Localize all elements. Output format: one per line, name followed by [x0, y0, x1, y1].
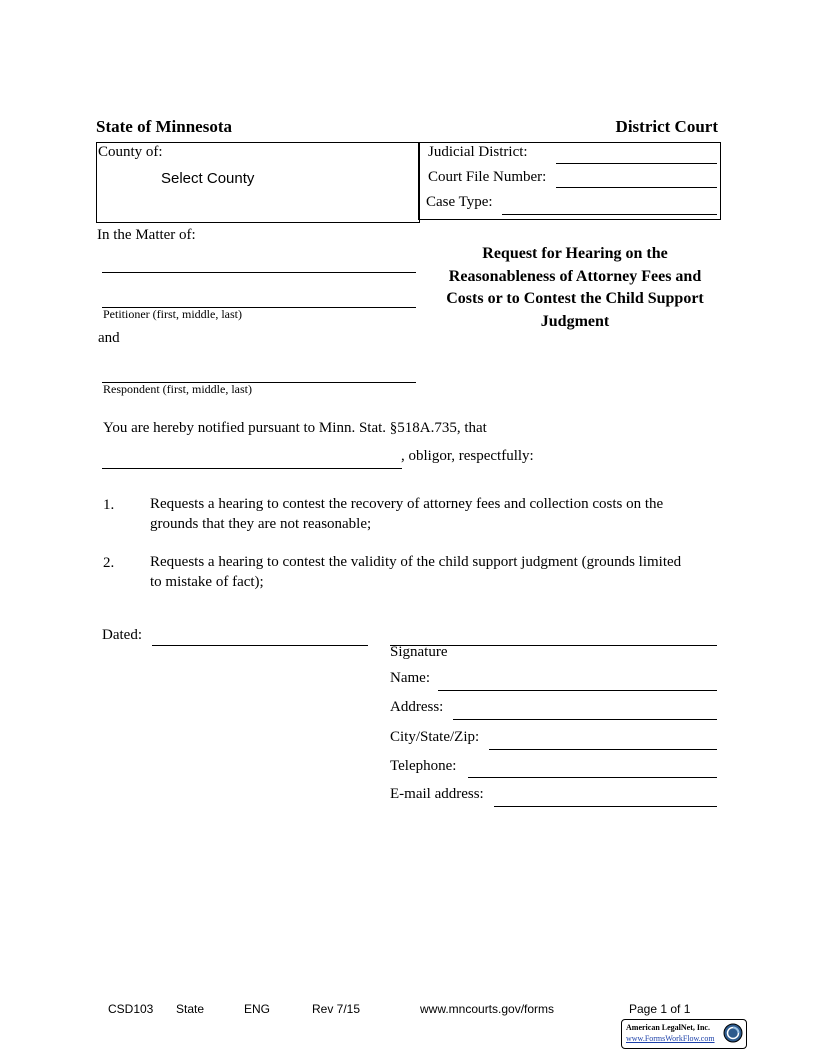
form-title-line-2: Reasonableness of Attorney Fees and: [448, 267, 702, 285]
address-label: Address:: [390, 699, 444, 715]
petitioner-name-field-1[interactable]: [102, 272, 416, 273]
item-2-number: 2.: [103, 555, 115, 571]
item-1-number: 1.: [103, 497, 115, 513]
footer-url[interactable]: www.mncourts.gov/forms: [420, 1002, 555, 1016]
telephone-label: Telephone:: [390, 758, 457, 774]
petitioner-caption: Petitioner (first, middle, last): [103, 307, 242, 321]
respondent-caption: Respondent (first, middle, last): [103, 382, 252, 396]
case-box-bottom-rule: [418, 219, 721, 220]
dated-field[interactable]: [152, 645, 368, 646]
and-label: and: [98, 330, 120, 346]
form-title-line-4: Judgment: [540, 312, 610, 330]
legalnet-badge[interactable]: [621, 1019, 747, 1049]
footer-page-number: Page 1 of 1: [629, 1002, 691, 1016]
address-field[interactable]: [453, 719, 717, 720]
obligor-text: , obligor, respectfully:: [401, 448, 534, 464]
county-label: County of:: [98, 144, 163, 160]
badge-url[interactable]: www.FormsWorkFlow.com: [626, 1034, 715, 1043]
court-file-number-label: Court File Number:: [428, 169, 547, 185]
state-heading: State of Minnesota: [96, 117, 232, 136]
judicial-district-label: Judicial District:: [428, 144, 528, 160]
item-1-line-2: grounds that they are not reasonable;: [150, 516, 372, 532]
case-type-label: Case Type:: [426, 194, 493, 210]
footer-form-code: CSD103: [108, 1002, 154, 1016]
telephone-field[interactable]: [468, 777, 717, 778]
footer-jurisdiction: State: [176, 1002, 205, 1016]
form-title-line-3: Costs or to Contest the Child Support: [446, 290, 704, 307]
judicial-district-field[interactable]: [556, 163, 717, 164]
email-label: E-mail address:: [390, 786, 484, 802]
footer-language: ENG: [244, 1002, 271, 1016]
obligor-name-field[interactable]: [102, 468, 402, 469]
dated-label: Dated:: [102, 627, 142, 643]
county-select[interactable]: Select County: [161, 170, 255, 187]
item-2-line-1: Requests a hearing to contest the validity of the child support judgment (grounds limited: [150, 554, 682, 570]
court-file-number-field[interactable]: [556, 187, 717, 188]
signature-label: Signature: [390, 644, 448, 660]
form-title-line-1: Request for Hearing on the: [482, 245, 668, 262]
form-title: [424, 243, 726, 333]
email-field[interactable]: [494, 806, 717, 807]
item-2-text: [150, 552, 720, 592]
name-label: Name:: [390, 670, 430, 686]
matter-label: In the Matter of:: [97, 227, 196, 243]
item-2-line-2: to mistake of fact);: [150, 574, 264, 590]
notice-text: You are hereby notified pursuant to Minn. Stat. §518A.735, that: [103, 420, 487, 436]
badge-company: American LegalNet, Inc.: [626, 1023, 710, 1032]
city-state-zip-field[interactable]: [489, 749, 717, 750]
item-1-text: [150, 494, 720, 534]
item-1-line-1: Requests a hearing to contest the recovery of attorney fees and collection costs on the: [150, 496, 664, 512]
name-field[interactable]: [438, 690, 717, 691]
globe-logo-icon: [723, 1023, 743, 1043]
city-state-zip-label: City/State/Zip:: [390, 729, 480, 745]
case-type-field[interactable]: [502, 214, 717, 215]
footer-revision: Rev 7/15: [312, 1002, 361, 1016]
court-heading: District Court: [615, 117, 718, 136]
